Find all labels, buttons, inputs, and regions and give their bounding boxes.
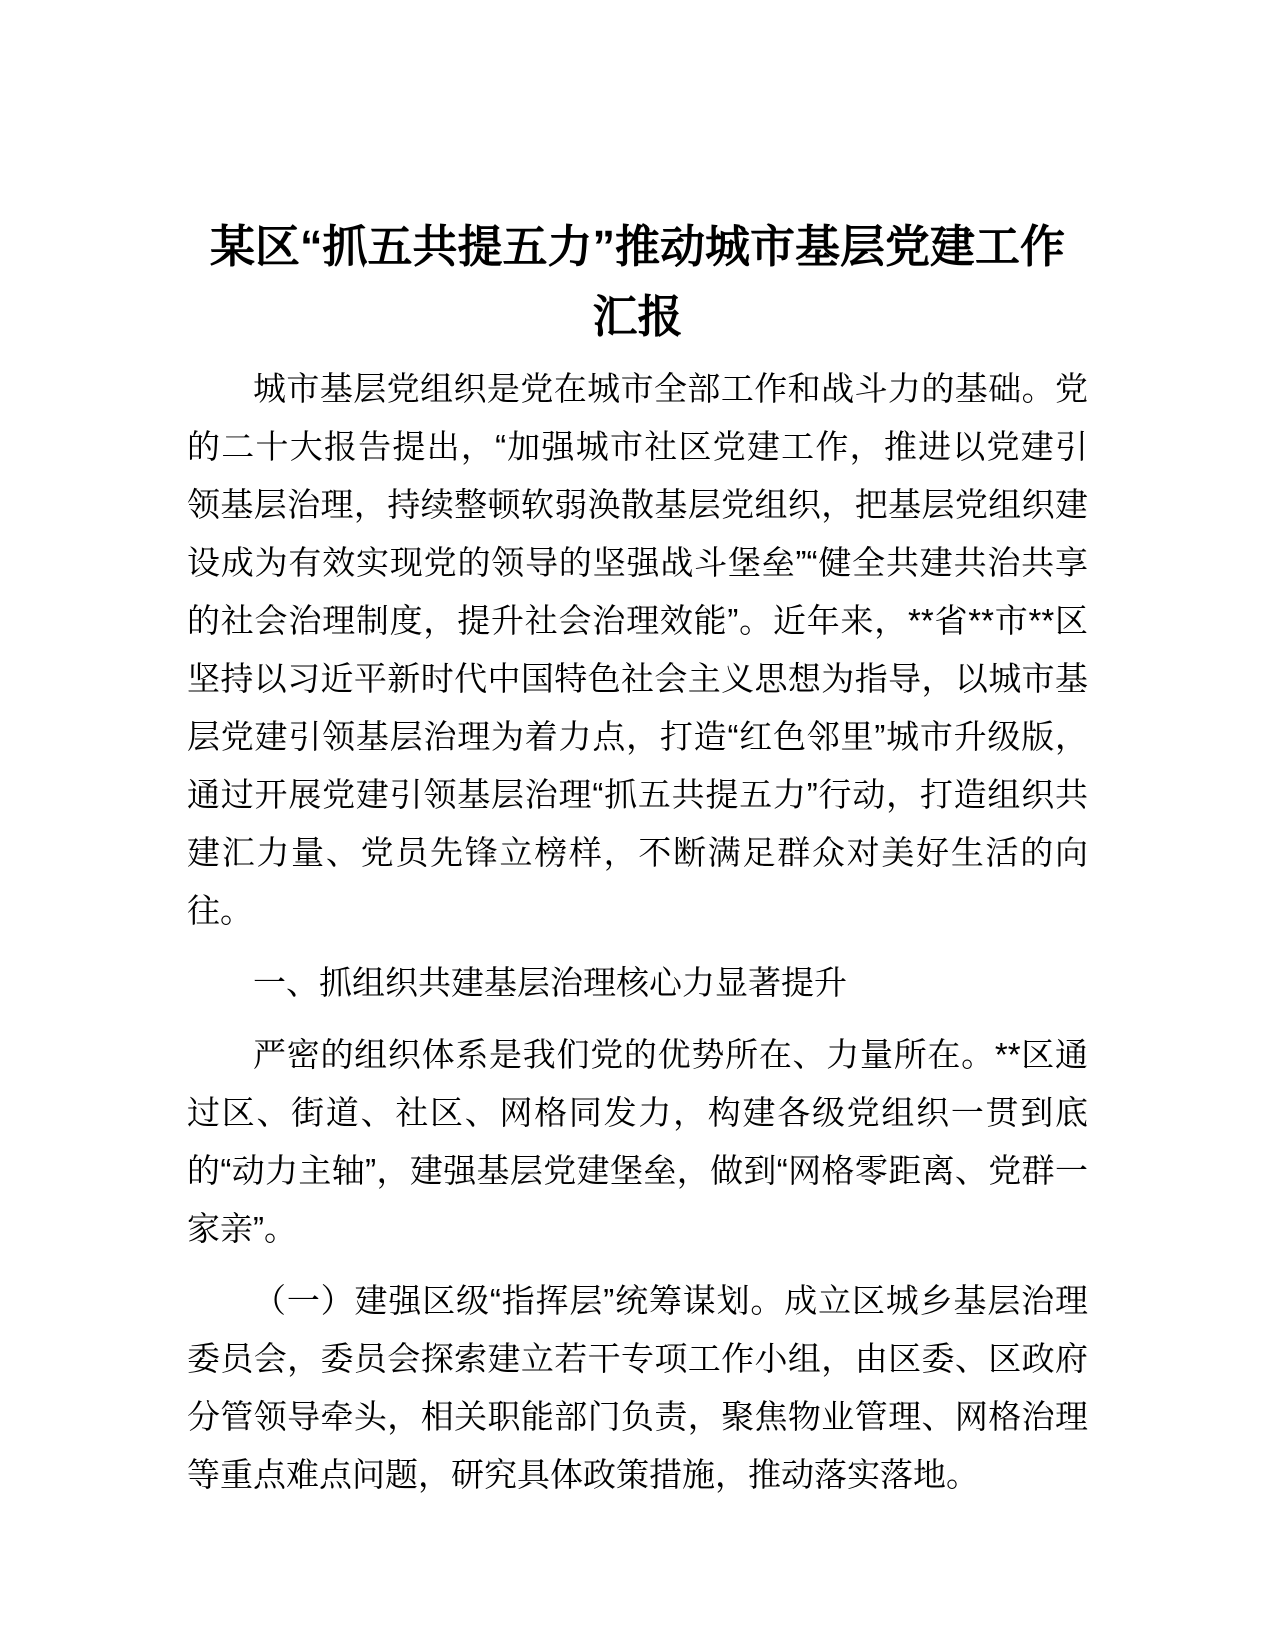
paragraph-intro: 城市基层党组织是党在城市全部工作和战斗力的基础。党的二十大报告提出，“加强城市社区党建工作，推进以党建引领基层治理，持续整顿软弱涣散基层党组织，把基层党组织建设成为有效实现党的领导的坚强战斗堡垒”“健全共建共治共享的社会治理制度，提升社会治理效能”。近年来，**省**市**区坚持以习近平新时代中国特色社会主义思想为指导，以城市基层党建引领基层治理为着力点，打造“红色邻里”城市升级版，通过开展党建引领基层治理“抓五共提五力”行动，打造组织共建汇力量、党员先锋立榜样，不断满足群众对美好生活的向往。 [187,370,1088,929]
document-title-line-2: 汇报 [592,291,683,342]
document-title-line-1: 某区“抓五共提五力”推动城市基层党建工作 [209,221,1065,272]
paragraph-section-1-overview: 严密的组织体系是我们党的优势所在、力量所在。**区通过区、街道、社区、网格同发力，构建各级党组织一贯到底的“动力主轴”，建强基层党建堡垒，做到“网格零距离、党群一家亲”。 [187,1036,1088,1247]
document-body [187,360,1088,1504]
document-title [187,212,1088,352]
section-heading-1: 一、抓组织共建基层治理核心力显著提升 [253,964,847,1001]
paragraph-subsection-1-1: （一）建强区级“指挥层”统筹谋划。成立区城乡基层治理委员会，委员会探索建立若干专项工作小组，由区委、区政府分管领导牵头，相关职能部门负责，聚焦物业管理、网格治理等重点难点问题，研究具体政策措施，推动落实落地。 [187,1282,1088,1493]
